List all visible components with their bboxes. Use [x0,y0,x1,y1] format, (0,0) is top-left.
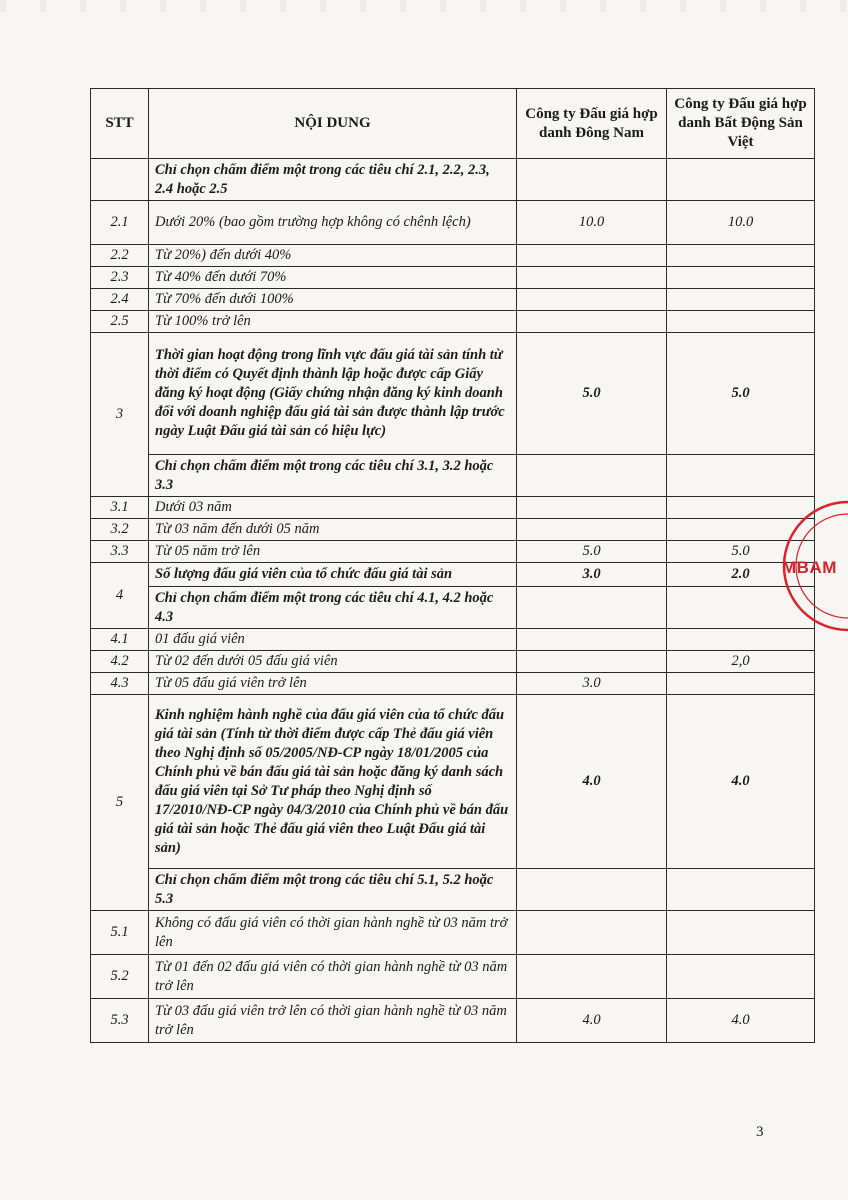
row-content: Từ 70% đến dưới 100% [149,289,517,311]
table-row [91,911,815,955]
row-score-company1 [517,629,667,651]
row-score-company1 [517,955,667,999]
table-row [91,159,815,201]
row-stt: 4 [91,563,149,629]
company-seal [776,496,848,636]
row-stt: 3.3 [91,541,149,563]
row-score-company1 [517,311,667,333]
row-score-company2: 5.0 [667,541,815,563]
table-row [91,267,815,289]
row-score-company1 [517,911,667,955]
row-content: Chỉ chọn chấm điểm một trong các tiêu chí 2.1, 2.2, 2.3, 2.4 hoặc 2.5 [149,159,517,201]
row-content: Từ 05 đấu giá viên trở lên [149,673,517,695]
row-score-company1: 10.0 [517,201,667,245]
row-stt: 4.1 [91,629,149,651]
row-score-company1 [517,651,667,673]
row-score-company2: 4.0 [667,695,815,869]
row-score-company1: 4.0 [517,695,667,869]
header-company-dong-nam: Công ty Đấu giá hợp danh Đông Nam [517,89,667,159]
row-stt: 4.3 [91,673,149,695]
table-row [91,311,815,333]
table-row [91,563,815,587]
row-stt: 2.1 [91,201,149,245]
row-stt: 3 [91,333,149,497]
row-score-company2: 2.0 [667,563,815,587]
row-content: Dưới 20% (bao gồm trường hợp không có chênh lệch) [149,201,517,245]
table-row [91,587,815,629]
row-content: Kinh nghiệm hành nghề của đấu giá viên của tổ chức đấu giá tài sản (Tính từ thời điểm được cấp Thẻ đấu giá viên theo Nghị định số 05/2005/NĐ-CP ngày 18/01/2005 của Chính phủ về bán đấu giá tài sản hoặc đăng ký danh sách đấu giá viên tại Sở Tư pháp theo Nghị định số 17/2010/NĐ-CP ngày 04/3/2010 của Chính phủ về bán đấu giá tài sản hoặc Thẻ đấu giá viên theo Luật Đấu giá tài sản) [149,695,517,869]
row-score-company2 [667,455,815,497]
row-stt: 2.4 [91,289,149,311]
row-score-company1: 3.0 [517,563,667,587]
row-score-company1 [517,497,667,519]
table-row [91,497,815,519]
row-content: Chỉ chọn chấm điểm một trong các tiêu chí 5.1, 5.2 hoặc 5.3 [149,869,517,911]
row-score-company2 [667,159,815,201]
table-row [91,333,815,455]
row-score-company1 [517,587,667,629]
row-content: Không có đấu giá viên có thời gian hành nghề từ 03 năm trở lên [149,911,517,955]
page-number: 3 [756,1124,764,1140]
row-stt [91,159,149,201]
row-content: Dưới 03 năm [149,497,517,519]
seal-label: MBAM [782,558,837,577]
row-content: Chỉ chọn chấm điểm một trong các tiêu chí 4.1, 4.2 hoặc 4.3 [149,587,517,629]
table-header-row [91,89,815,159]
row-score-company1: 5.0 [517,333,667,455]
table-row [91,629,815,651]
row-content: Số lượng đấu giá viên của tổ chức đấu giá tài sản [149,563,517,587]
row-content: Từ 03 đấu giá viên trở lên có thời gian hành nghề từ 03 năm trở lên [149,999,517,1043]
row-score-company2: 4.0 [667,999,815,1043]
table-row [91,869,815,911]
row-score-company1: 4.0 [517,999,667,1043]
row-content: Từ 01 đến 02 đấu giá viên có thời gian hành nghề từ 03 năm trở lên [149,955,517,999]
table-row [91,541,815,563]
row-score-company2 [667,869,815,911]
row-content: Chỉ chọn chấm điểm một trong các tiêu chí 3.1, 3.2 hoặc 3.3 [149,455,517,497]
row-score-company2 [667,289,815,311]
row-stt: 5.2 [91,955,149,999]
table-row [91,651,815,673]
row-stt: 2.2 [91,245,149,267]
table-row [91,999,815,1043]
row-score-company1: 5.0 [517,541,667,563]
row-score-company2 [667,267,815,289]
table-row [91,695,815,869]
table-row [91,455,815,497]
row-stt: 2.5 [91,311,149,333]
row-stt: 5.3 [91,999,149,1043]
row-score-company2: 5.0 [667,333,815,455]
row-score-company1 [517,245,667,267]
row-content: Từ 05 năm trở lên [149,541,517,563]
row-score-company2 [667,911,815,955]
row-score-company2 [667,245,815,267]
row-score-company1: 3.0 [517,673,667,695]
row-content: Từ 03 năm đến dưới 05 năm [149,519,517,541]
table-row [91,955,815,999]
row-score-company2 [667,673,815,695]
row-content: Từ 100% trở lên [149,311,517,333]
row-content: 01 đấu giá viên [149,629,517,651]
scan-edge-marks [0,0,848,12]
row-content: Từ 20%) đến dưới 40% [149,245,517,267]
row-score-company1 [517,159,667,201]
row-content: Từ 40% đến dưới 70% [149,267,517,289]
row-score-company2: 10.0 [667,201,815,245]
row-content: Thời gian hoạt động trong lĩnh vực đấu giá tài sản tính từ thời điểm có Quyết định thành lập hoặc được cấp Giấy đăng ký hoạt động (Giấy chứng nhận đăng ký kinh doanh đối với doanh nghiệp đấu giá tài sản được thành lập trước ngày Luật Đấu giá tài sản có hiệu lực) [149,333,517,455]
row-score-company1 [517,267,667,289]
row-score-company1 [517,455,667,497]
row-score-company2 [667,311,815,333]
row-stt: 3.1 [91,497,149,519]
table-row [91,201,815,245]
row-stt: 5 [91,695,149,911]
table-row [91,289,815,311]
header-content: NỘI DUNG [149,89,517,159]
table-row [91,519,815,541]
table-row [91,673,815,695]
row-score-company2: 2,0 [667,651,815,673]
row-score-company1 [517,519,667,541]
row-stt: 4.2 [91,651,149,673]
row-stt: 3.2 [91,519,149,541]
row-score-company2 [667,955,815,999]
header-stt: STT [91,89,149,159]
row-score-company1 [517,289,667,311]
evaluation-table [90,88,815,1043]
row-stt: 2.3 [91,267,149,289]
row-content: Từ 02 đến dưới 05 đấu giá viên [149,651,517,673]
table-row [91,245,815,267]
header-company-bds-viet: Công ty Đấu giá hợp danh Bất Động Sản Việt [667,89,815,159]
row-stt: 5.1 [91,911,149,955]
row-score-company1 [517,869,667,911]
